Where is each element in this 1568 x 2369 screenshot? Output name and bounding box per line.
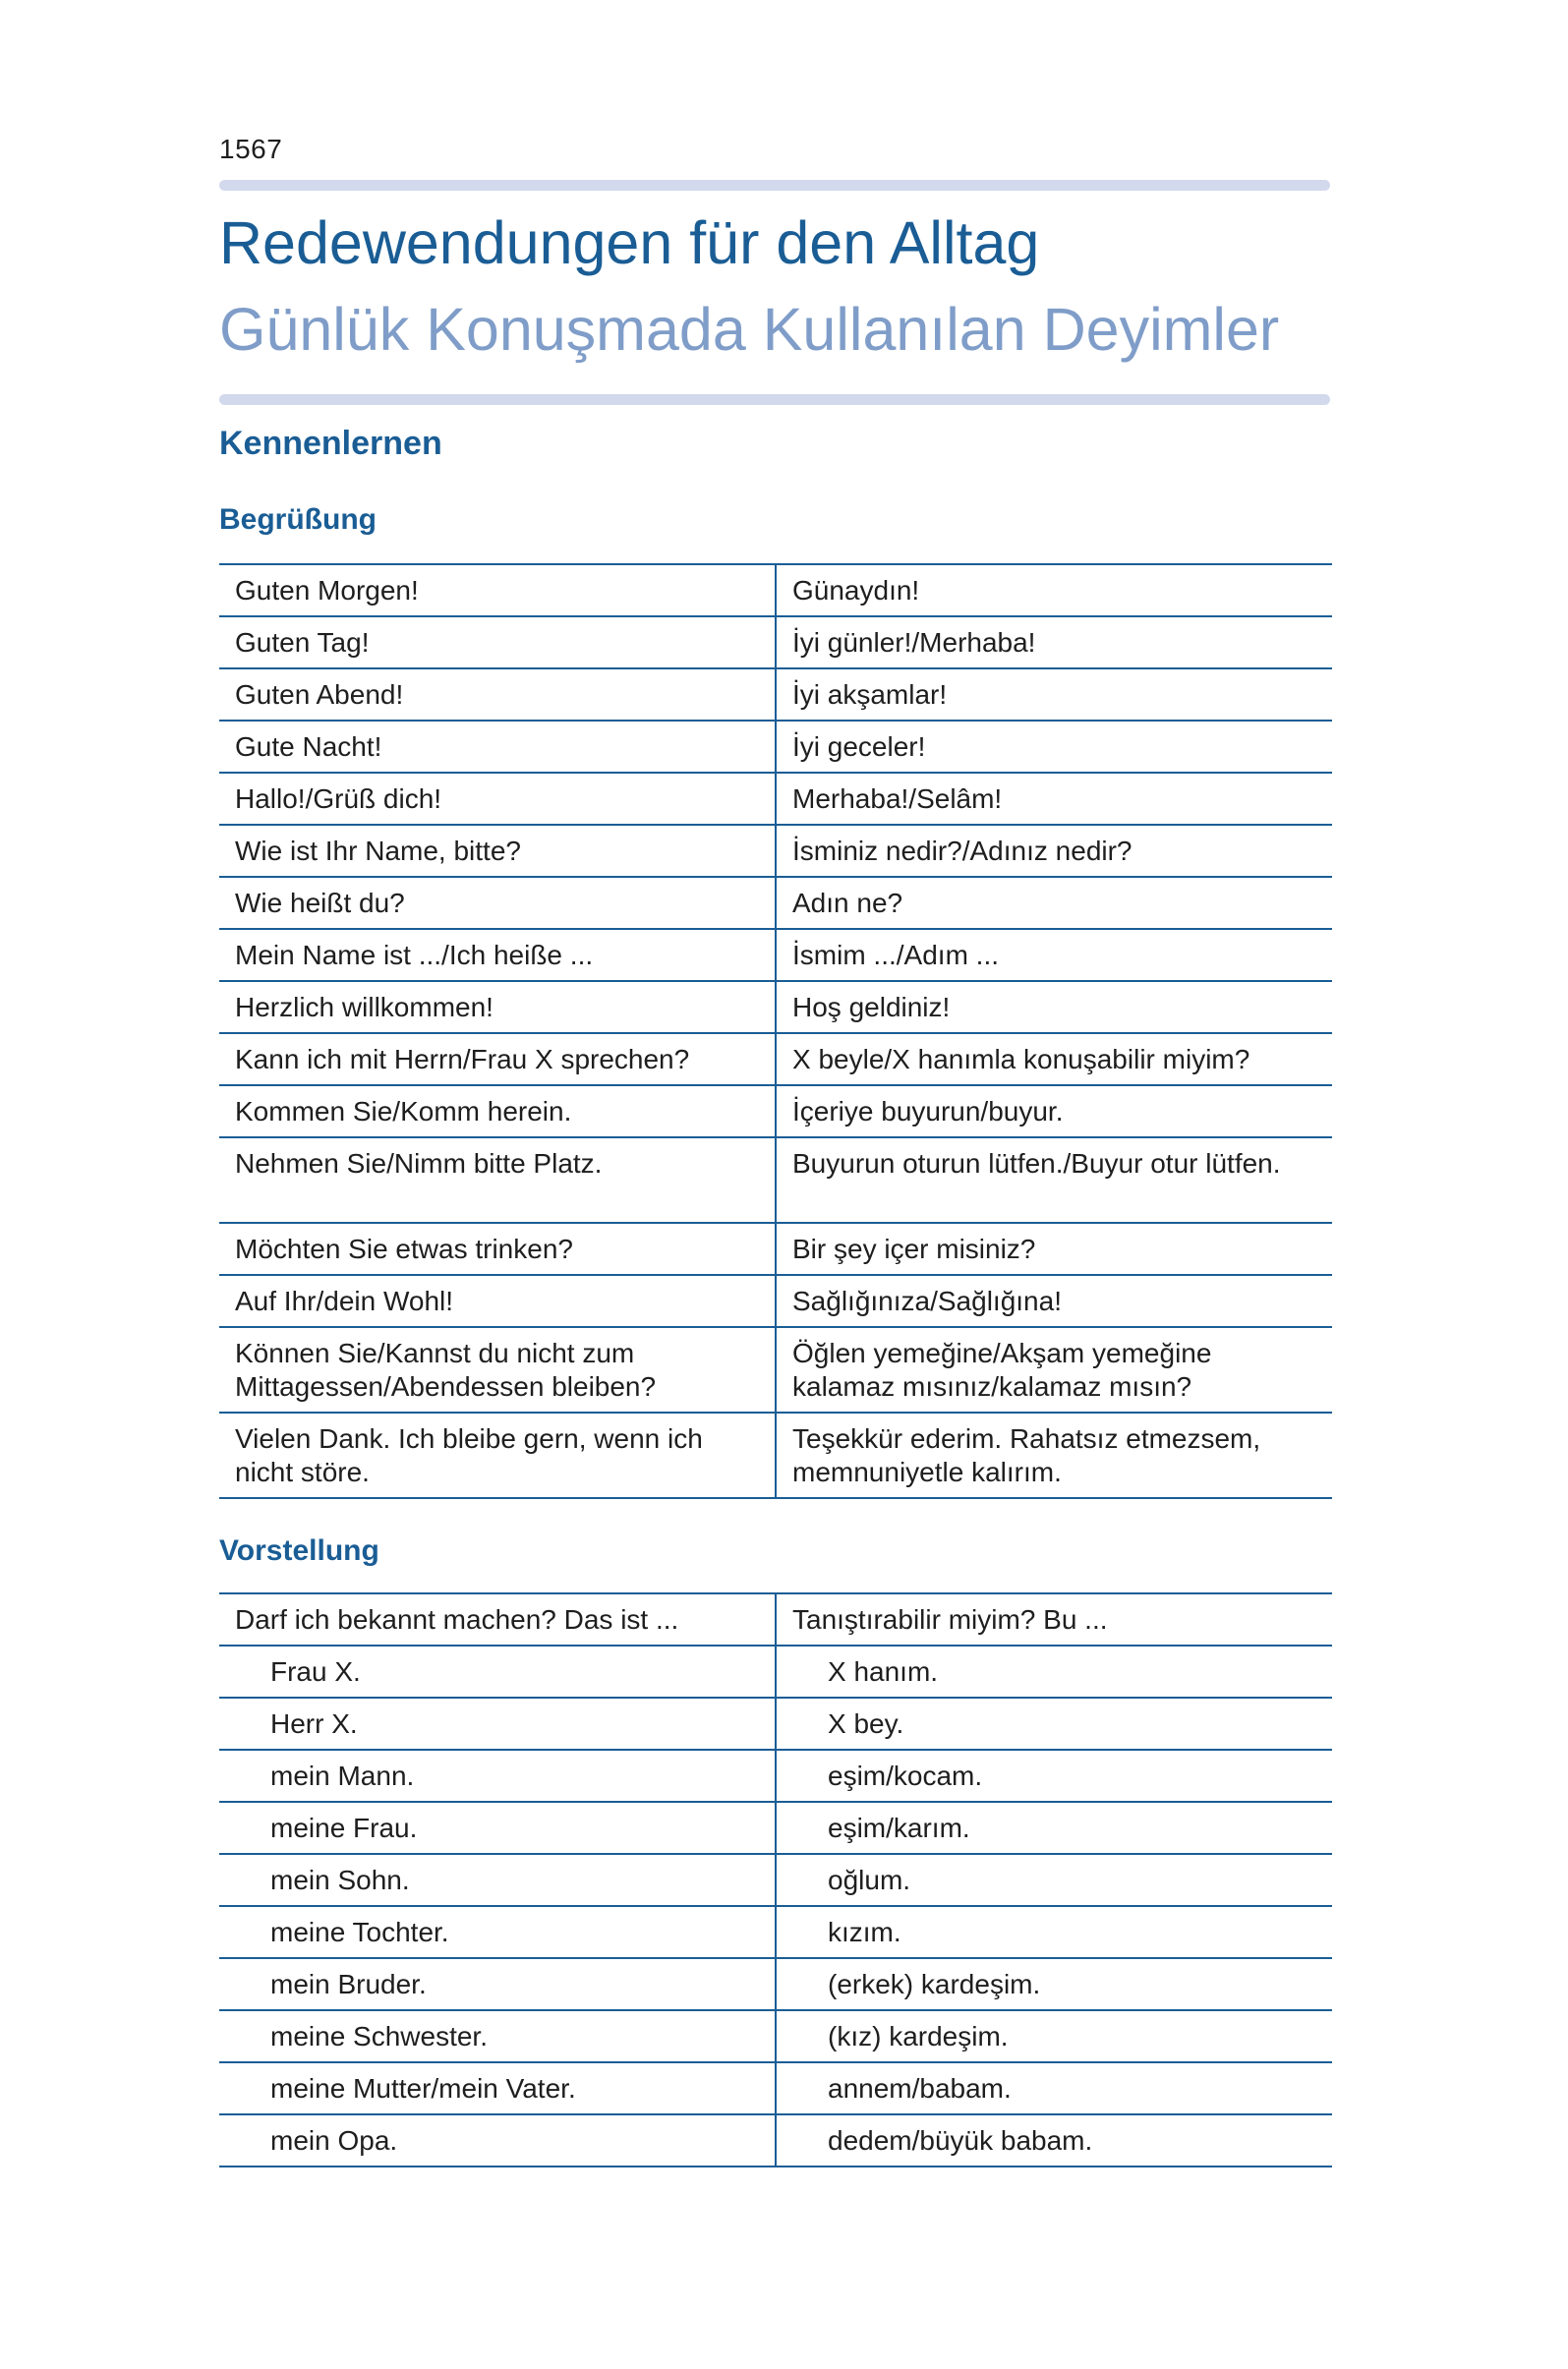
- introduction-phrase-table: [219, 1592, 1332, 2167]
- turkish-phrase: İyi geceler!: [776, 721, 1332, 773]
- table-row: [219, 1593, 1332, 1646]
- turkish-phrase: X beyle/X hanımla konuşabilir miyim?: [776, 1033, 1332, 1085]
- german-phrase: Können Sie/Kannst du nicht zum Mittagessen/Abendessen bleiben?: [219, 1327, 776, 1413]
- german-phrase: Möchten Sie etwas trinken?: [219, 1223, 776, 1275]
- table-row: [219, 1646, 1332, 1698]
- turkish-phrase: annem/babam.: [776, 2062, 1332, 2114]
- page-number: 1567: [219, 134, 283, 164]
- table-row: [219, 1413, 1332, 1498]
- german-phrase: mein Mann.: [219, 1750, 776, 1802]
- german-phrase: Darf ich bekannt machen? Das ist ...: [219, 1593, 776, 1646]
- table-row: [219, 564, 1332, 616]
- german-phrase: Auf Ihr/dein Wohl!: [219, 1275, 776, 1327]
- turkish-phrase: Tanıştırabilir miyim? Bu ...: [776, 1593, 1332, 1646]
- german-phrase: Gute Nacht!: [219, 721, 776, 773]
- turkish-phrase: Merhaba!/Selâm!: [776, 773, 1332, 825]
- subsection-title-introduction: Vorstellung: [219, 1534, 379, 1567]
- table-row: [219, 825, 1332, 877]
- turkish-phrase: (erkek) kardeşim.: [776, 1958, 1332, 2010]
- german-phrase: Vielen Dank. Ich bleibe gern, wenn ich nicht störe.: [219, 1413, 776, 1498]
- german-phrase: Guten Tag!: [219, 616, 776, 668]
- turkish-phrase: (kız) kardeşim.: [776, 2010, 1332, 2062]
- greeting-phrase-table: [219, 563, 1332, 1499]
- turkish-phrase: Teşekkür ederim. Rahatsız etmezsem, memnuniyetle kalırım.: [776, 1413, 1332, 1498]
- german-phrase: mein Sohn.: [219, 1854, 776, 1906]
- german-phrase: Wie ist Ihr Name, bitte?: [219, 825, 776, 877]
- header-rule-top: [219, 180, 1330, 191]
- page-title-german: Redewendungen für den Alltag: [219, 209, 1040, 276]
- turkish-phrase: eşim/kocam.: [776, 1750, 1332, 1802]
- table-row: [219, 929, 1332, 981]
- table-row: [219, 1327, 1332, 1413]
- table-row: [219, 1698, 1332, 1750]
- turkish-phrase: kızım.: [776, 1906, 1332, 1958]
- turkish-phrase: Hoş geldiniz!: [776, 981, 1332, 1033]
- turkish-phrase: Öğlen yemeğine/Akşam yemeğine kalamaz mısınız/kalamaz mısın?: [776, 1327, 1332, 1413]
- turkish-phrase: Sağlığınıza/Sağlığına!: [776, 1275, 1332, 1327]
- table-row: [219, 616, 1332, 668]
- german-phrase: Mein Name ist .../Ich heiße ...: [219, 929, 776, 981]
- table-row: [219, 1802, 1332, 1854]
- table-row: [219, 1275, 1332, 1327]
- table-row: [219, 1033, 1332, 1085]
- table-row: [219, 1750, 1332, 1802]
- german-phrase: Herzlich willkommen!: [219, 981, 776, 1033]
- turkish-phrase: Günaydın!: [776, 564, 1332, 616]
- table-row: [219, 1085, 1332, 1137]
- german-phrase: meine Tochter.: [219, 1906, 776, 1958]
- turkish-phrase: oğlum.: [776, 1854, 1332, 1906]
- table-row: [219, 2010, 1332, 2062]
- german-phrase: Frau X.: [219, 1646, 776, 1698]
- table-row: [219, 1854, 1332, 1906]
- german-phrase: mein Opa.: [219, 2114, 776, 2167]
- german-phrase: meine Frau.: [219, 1802, 776, 1854]
- german-phrase: Kann ich mit Herrn/Frau X sprechen?: [219, 1033, 776, 1085]
- turkish-phrase: X bey.: [776, 1698, 1332, 1750]
- table-row: [219, 877, 1332, 929]
- turkish-phrase: Adın ne?: [776, 877, 1332, 929]
- turkish-phrase: Buyurun oturun lütfen./Buyur otur lütfen.: [776, 1137, 1332, 1223]
- german-phrase: Hallo!/Grüß dich!: [219, 773, 776, 825]
- german-phrase: Herr X.: [219, 1698, 776, 1750]
- turkish-phrase: İyi günler!/Merhaba!: [776, 616, 1332, 668]
- table-row: [219, 981, 1332, 1033]
- turkish-phrase: İçeriye buyurun/buyur.: [776, 1085, 1332, 1137]
- german-phrase: Wie heißt du?: [219, 877, 776, 929]
- table-row: [219, 1223, 1332, 1275]
- turkish-phrase: Bir şey içer misiniz?: [776, 1223, 1332, 1275]
- turkish-phrase: İsminiz nedir?/Adınız nedir?: [776, 825, 1332, 877]
- section-title: Kennenlernen: [219, 425, 442, 462]
- table-row: [219, 1958, 1332, 2010]
- german-phrase: meine Mutter/mein Vater.: [219, 2062, 776, 2114]
- turkish-phrase: İyi akşamlar!: [776, 668, 1332, 721]
- page-title-turkish: Günlük Konuşmada Kullanılan Deyimler: [219, 296, 1280, 363]
- table-row: [219, 773, 1332, 825]
- table-row: [219, 1906, 1332, 1958]
- turkish-phrase: İsmim .../Adım ...: [776, 929, 1332, 981]
- table-row: [219, 2062, 1332, 2114]
- german-phrase: Kommen Sie/Komm herein.: [219, 1085, 776, 1137]
- table-row: [219, 668, 1332, 721]
- subsection-title-greeting: Begrüßung: [219, 503, 377, 536]
- table-row: [219, 1137, 1332, 1223]
- turkish-phrase: X hanım.: [776, 1646, 1332, 1698]
- german-phrase: meine Schwester.: [219, 2010, 776, 2062]
- german-phrase: Nehmen Sie/Nimm bitte Platz.: [219, 1137, 776, 1223]
- table-row: [219, 721, 1332, 773]
- german-phrase: Guten Abend!: [219, 668, 776, 721]
- turkish-phrase: eşim/karım.: [776, 1802, 1332, 1854]
- table-row: [219, 2114, 1332, 2167]
- header-rule-bottom: [219, 394, 1330, 405]
- turkish-phrase: dedem/büyük babam.: [776, 2114, 1332, 2167]
- german-phrase: mein Bruder.: [219, 1958, 776, 2010]
- german-phrase: Guten Morgen!: [219, 564, 776, 616]
